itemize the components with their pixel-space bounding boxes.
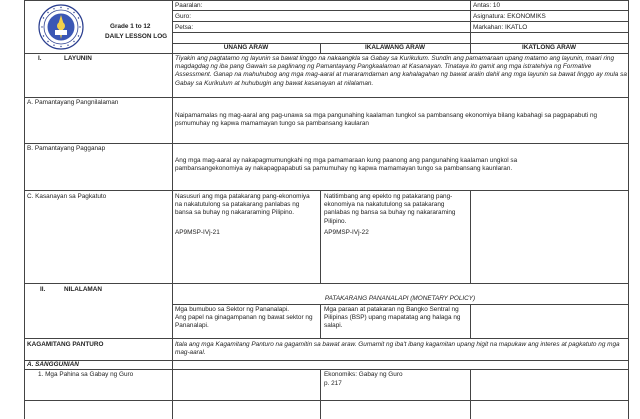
nilalaman-day1b: Ang papel na ginagampanan ng bawat sektor ng Pananalapi. xyxy=(175,314,313,330)
grade-range: Grade 1 to 12 xyxy=(110,23,151,30)
sanggunian-label: A. SANGGUNIAN xyxy=(27,361,79,368)
log-title: DAILY LESSON LOG xyxy=(105,33,168,40)
day-header-1: UNANG ARAW xyxy=(223,44,269,51)
nilalaman-heading: PATAKARANG PANANALAPI (MONETARY POLICY) xyxy=(324,295,476,302)
pangnilalaman-label: A. Pamantayang Pangnilalaman xyxy=(27,99,119,106)
pagganap-text: Ang mga mag-aaral ay nakapagmumungkahi ng mga pamamaraan kung paanong ang pangunahing kaalaman ungkol sa pambansangekonomiya ay nakapagpapabuti sa pamumuhay ng kapwa mamamayan tungo sa pambansang kaunlaran. xyxy=(175,157,518,173)
gabay-day2-page: p. 217 xyxy=(324,380,342,387)
pagganap-label: B. Pamantayang Pagganap xyxy=(27,145,106,152)
day-header-3: IKATLONG ARAW xyxy=(522,44,576,51)
layunin-number: I. xyxy=(38,55,42,62)
pangnilalaman-text: Naipamamalas ng mag-aaral ang pag-unawa sa mga pangunahing kaalaman tungkol sa pambansang ekonomiya bilang kabahagi sa pagpapabuti ng psmumuhay ng kapwa mamamayan tungo sa pambansang kaularan xyxy=(175,112,598,128)
kasanayan-day2-code: AP9MSP-IVj-22 xyxy=(324,229,369,236)
kagamitan-text: Itala ang mga Kagamitang Panturo na gagamitin sa bawat araw. Gumamit ng iba't ibang kagamitan upang higit na mapukaw ang interes at pagkatuto ng mga mag-aaral. xyxy=(175,341,620,357)
layunin-label: LAYUNIN xyxy=(64,55,92,62)
nilalaman-label: NILALAMAN xyxy=(64,286,102,293)
nilalaman-day1: Mga bumubuo sa Sektor ng Pananalapi. xyxy=(175,306,290,313)
kasanayan-day1-code: AP9MSP-IVj-21 xyxy=(175,229,220,236)
gabay-label: 1. Mga Pahina sa Gabay ng Guro xyxy=(38,371,134,378)
kasanayan-day2: Natitimbang ang epekto ng patakarang pang-ekonomiya na nakatutulong sa patakarang panlabas ng bansa sa buhay ng nakararaming Pilipino. xyxy=(324,193,456,225)
kasanayan-day1: Nasusuri ang mga patakarang pang-ekonomiya na nakatutulong sa patakarang panlabas ng bansa sa buhay ng nakararaming Pilipino. xyxy=(175,193,310,217)
layunin-text: Tiyakin ang pagtatamo ng layunin sa bawat linggo na nakaangkla sa Gabay sa Kurikulum. Sundin ang pamamaraan upang matamo ang layunin, maari ring magdagdag ng iba pang Gawain sa paglinang ng Pamantayang Pangkaalaman at Kasanayan. Tinataya ito gamit ang mga istratehiya ng Formative Assessment. Ganap na mahuhubog ang mga mag-aaral at mararamdaman ang kahalagahan ng bawat aralin dahil ang mga layunin sa bawat linggo ay mula sa Gabay sa Kurikulum at huhubugin ang bawat kasanayan at nilalaman. xyxy=(175,55,627,87)
asignatura-value: Asignatura: EKONOMIKS xyxy=(473,12,546,20)
day-header-2: IKALAWANG ARAW xyxy=(364,44,426,51)
gabay-day2: Ekonomiks: Gabay ng Guro xyxy=(324,371,403,378)
nilalaman-day2: Mga paraan at patakaran ng Bangko Sentral ng Pilipinas (BSP) upang mapatatag ang halaga ng salapi. xyxy=(324,306,461,330)
antas-value: Antas: 10 xyxy=(473,1,501,9)
markahan-value: Markahan: IKATLO xyxy=(473,23,528,31)
kagamitan-label: KAGAMITANG PANTURO xyxy=(27,341,104,348)
guro-label: Guro: xyxy=(175,12,191,20)
deped-seal-icon xyxy=(38,4,84,50)
paaralan-label: Paaralan: xyxy=(175,1,203,9)
nilalaman-number: II. xyxy=(40,286,46,293)
kasanayan-label: C. Kasanayan sa Pagkatuto xyxy=(27,193,107,200)
petsa-label: Petsa: xyxy=(175,23,194,31)
